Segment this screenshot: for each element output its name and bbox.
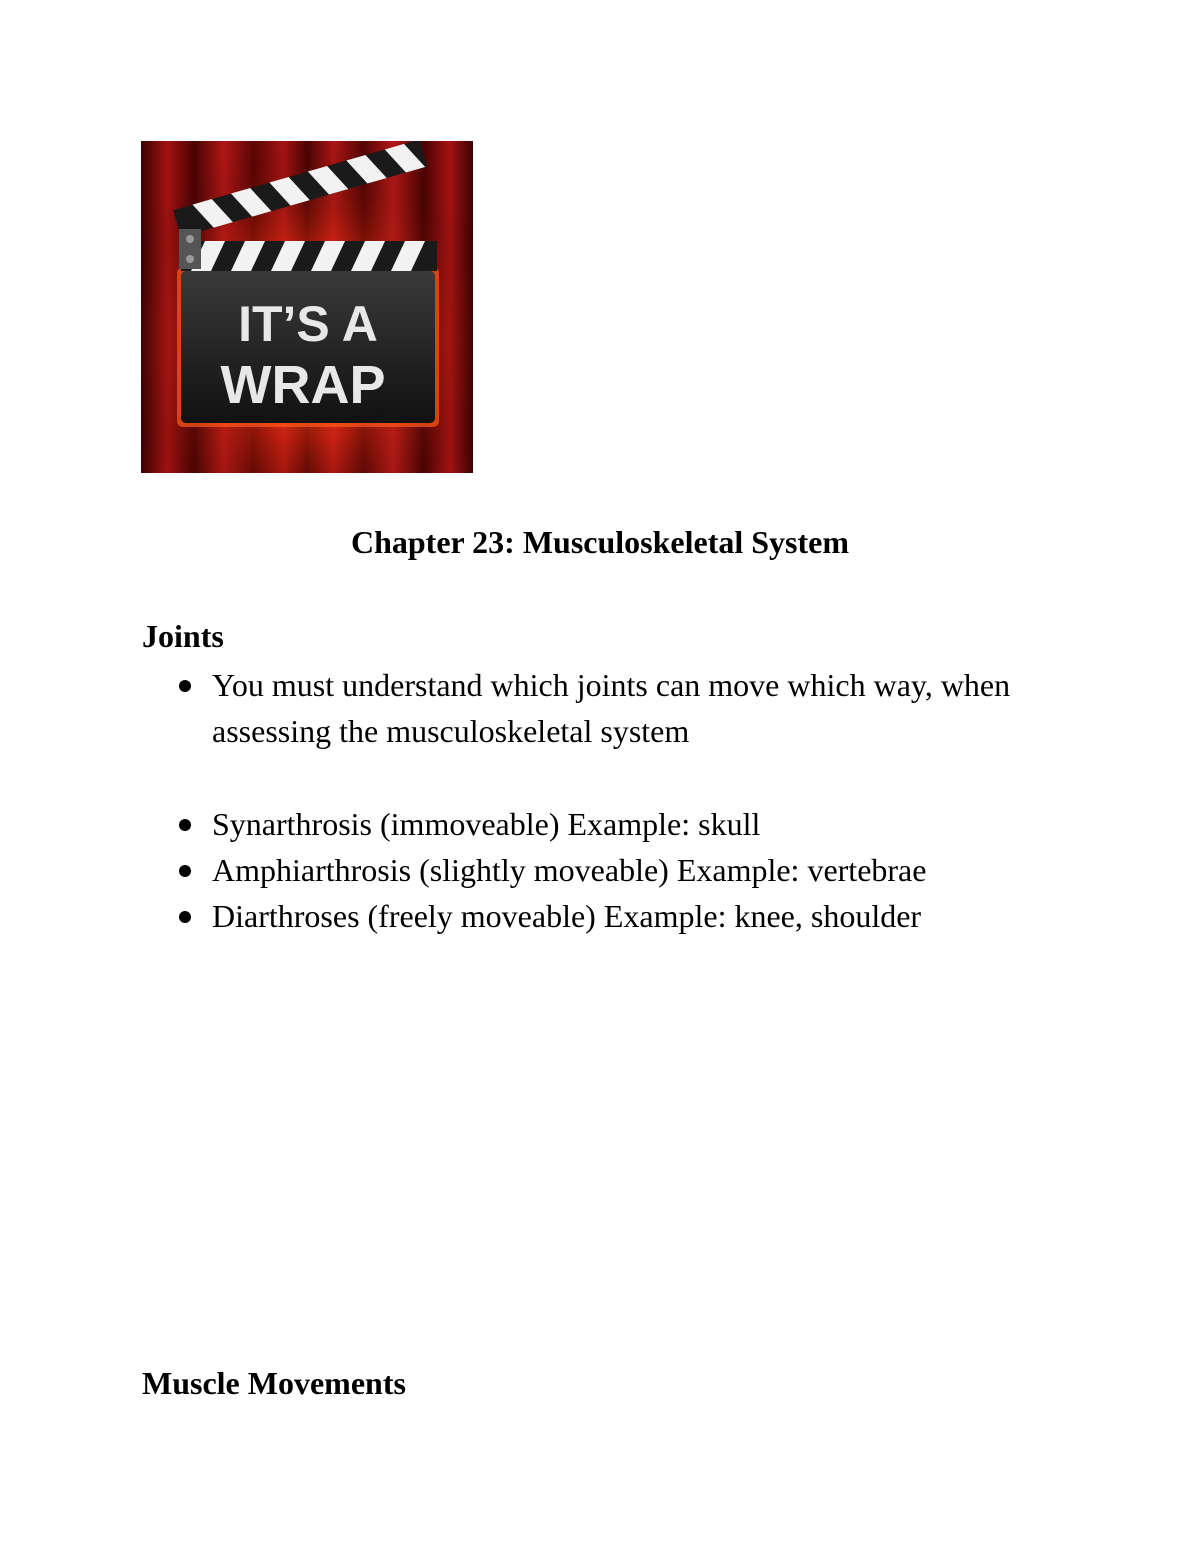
bullet-icon (179, 819, 191, 831)
bullet-icon (179, 680, 191, 692)
bullet-icon (179, 911, 191, 923)
list-item-text: Amphiarthrosis (slightly moveable) Example: vertebrae (212, 852, 927, 888)
list-item (142, 662, 1042, 754)
joints-heading: Joints (142, 618, 224, 654)
bullet-icon (179, 865, 191, 877)
logo-text-line2: WRAP (220, 355, 386, 415)
chapter-title: Chapter 23: Musculoskeletal System (350, 524, 850, 560)
list-item (142, 893, 1042, 939)
list-item (142, 801, 1042, 847)
list-item-text: You must understand which joints can move which way, when assessing the musculoskeletal system (212, 667, 1011, 749)
joints-intro-list (142, 662, 1042, 754)
clapperboard-icon (141, 141, 473, 473)
joint-types-list (142, 801, 1042, 939)
list-item (142, 847, 1042, 893)
logo-text-line1: IT’S A (238, 296, 378, 352)
list-item-text: Synarthrosis (immoveable) Example: skull (212, 806, 761, 842)
list-item-text: Diarthroses (freely moveable) Example: knee, shoulder (212, 898, 922, 934)
muscle-movements-heading: Muscle Movements (142, 1365, 406, 1401)
its-a-wrap-image (141, 141, 473, 473)
